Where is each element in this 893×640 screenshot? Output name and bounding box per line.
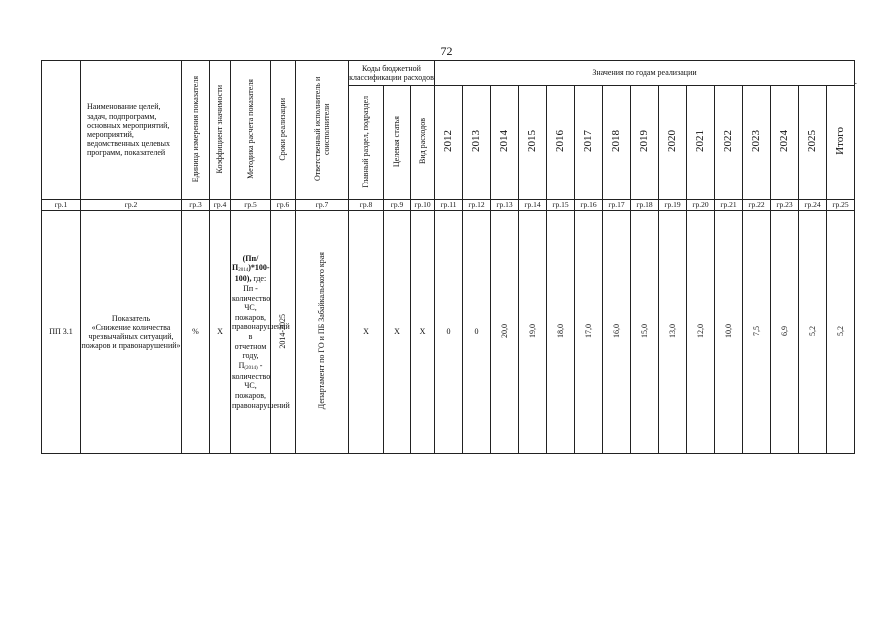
row-section: X bbox=[349, 211, 384, 454]
row-year-value: 20,0 bbox=[491, 211, 519, 454]
group-label: гр.20 bbox=[687, 200, 715, 211]
header-year: 2021 bbox=[687, 86, 715, 200]
row-target: X bbox=[384, 211, 411, 454]
group-label: гр.7 bbox=[296, 200, 349, 211]
header-expense: Вид расходов bbox=[411, 86, 435, 200]
row-year-value: 12,0 bbox=[687, 211, 715, 454]
group-label: гр.22 bbox=[743, 200, 771, 211]
row-terms: 2014-2025 bbox=[271, 211, 296, 454]
group-label: гр.21 bbox=[715, 200, 743, 211]
header-year: 2012 bbox=[435, 86, 463, 200]
header-terms: Сроки реализации bbox=[271, 61, 296, 200]
header-year: 2022 bbox=[715, 86, 743, 200]
header-target: Целевая статья bbox=[384, 86, 411, 200]
group-label: гр.5 bbox=[231, 200, 271, 211]
group-label: гр.12 bbox=[463, 200, 491, 211]
group-label: гр.3 bbox=[182, 200, 210, 211]
group-label: гр.18 bbox=[631, 200, 659, 211]
header-name: Наименование целей, задач, подпрограмм, основных мероприятий, мероприятий, ведомственных целевых программ, показателей bbox=[81, 61, 182, 200]
group-label: гр.19 bbox=[659, 200, 687, 211]
row-coef: X bbox=[210, 211, 231, 454]
row-name-line1: Показатель bbox=[111, 313, 151, 323]
header-responsible: Ответственный исполнитель и соисполнители bbox=[296, 61, 349, 200]
header-year: 2024 bbox=[771, 86, 799, 200]
row-year-value: 13,0 bbox=[659, 211, 687, 454]
header-year: 2015 bbox=[519, 86, 547, 200]
row-name bbox=[81, 211, 182, 454]
row-year-value: 17,0 bbox=[575, 211, 603, 454]
header-values-by-year: Значения по годам реализации bbox=[435, 61, 855, 86]
row-year-value: 6,9 bbox=[771, 211, 799, 454]
header-budget-codes: Коды бюджетной классификации расходов bbox=[349, 61, 435, 86]
row-code: ПП 3.1 bbox=[42, 211, 81, 454]
row-year-value: 0 bbox=[435, 211, 463, 454]
header-total: Итого bbox=[827, 86, 855, 200]
table-row bbox=[42, 211, 855, 454]
header-year: 2020 bbox=[659, 86, 687, 200]
row-year-value: 15,0 bbox=[631, 211, 659, 454]
group-label: гр.9 bbox=[384, 200, 411, 211]
header-method: Методика расчета показателя bbox=[231, 61, 271, 200]
header-coef: Коэффициент значимости bbox=[210, 61, 231, 200]
header-year: 2013 bbox=[463, 86, 491, 200]
row-year-value: 5,2 bbox=[799, 211, 827, 454]
margin-mark: . bbox=[854, 76, 857, 86]
row-method: $(Пп/П_{2014})*100-100$), где: Пп - количество ЧС, пожаров, правонарушений в отчетном году, $П_{(2014)}$ - количество ЧС, пожаров, правонарушений bbox=[231, 211, 271, 454]
header-year: 2018 bbox=[603, 86, 631, 200]
header-unit: Единица измерения показателя bbox=[182, 61, 210, 200]
row-name-line2: «Снижение количества чрезвычайных ситуаций, пожаров и правонарушений» bbox=[81, 322, 181, 351]
header-section: Главный раздел, подраздел bbox=[349, 86, 384, 200]
group-label: гр.4 bbox=[210, 200, 231, 211]
group-label: гр.11 bbox=[435, 200, 463, 211]
row-responsible: Департамент по ГО и ПБ Забайкальского края bbox=[296, 211, 349, 454]
group-label: гр.1 bbox=[42, 200, 81, 211]
header-year: 2014 bbox=[491, 86, 519, 200]
row-expense: X bbox=[411, 211, 435, 454]
group-label: гр.2 bbox=[81, 200, 182, 211]
row-year-value: 16,0 bbox=[603, 211, 631, 454]
header-year: 2019 bbox=[631, 86, 659, 200]
row-year-value: 18,0 bbox=[547, 211, 575, 454]
row-unit: % bbox=[182, 211, 210, 454]
group-label: гр.16 bbox=[575, 200, 603, 211]
header-year: 2023 bbox=[743, 86, 771, 200]
group-label: гр.15 bbox=[547, 200, 575, 211]
group-label: гр.17 bbox=[603, 200, 631, 211]
group-label: гр.13 bbox=[491, 200, 519, 211]
row-year-value: 19,0 bbox=[519, 211, 547, 454]
group-label: гр.24 bbox=[799, 200, 827, 211]
group-label: гр.25 bbox=[827, 200, 855, 211]
header-year: 2016 bbox=[547, 86, 575, 200]
row-year-value: 10,0 bbox=[715, 211, 743, 454]
header-code bbox=[42, 61, 81, 200]
indicator-table bbox=[41, 60, 855, 454]
row-total: 5,2 bbox=[827, 211, 855, 454]
header-year: 2025 bbox=[799, 86, 827, 200]
header-year: 2017 bbox=[575, 86, 603, 200]
group-label: гр.23 bbox=[771, 200, 799, 211]
page-number: 72 bbox=[440, 44, 453, 58]
group-label: гр.14 bbox=[519, 200, 547, 211]
row-year-value: 7,5 bbox=[743, 211, 771, 454]
group-label: гр.10 bbox=[411, 200, 435, 211]
group-label: гр.8 bbox=[349, 200, 384, 211]
group-label: гр.6 bbox=[271, 200, 296, 211]
row-year-value: 0 bbox=[463, 211, 491, 454]
